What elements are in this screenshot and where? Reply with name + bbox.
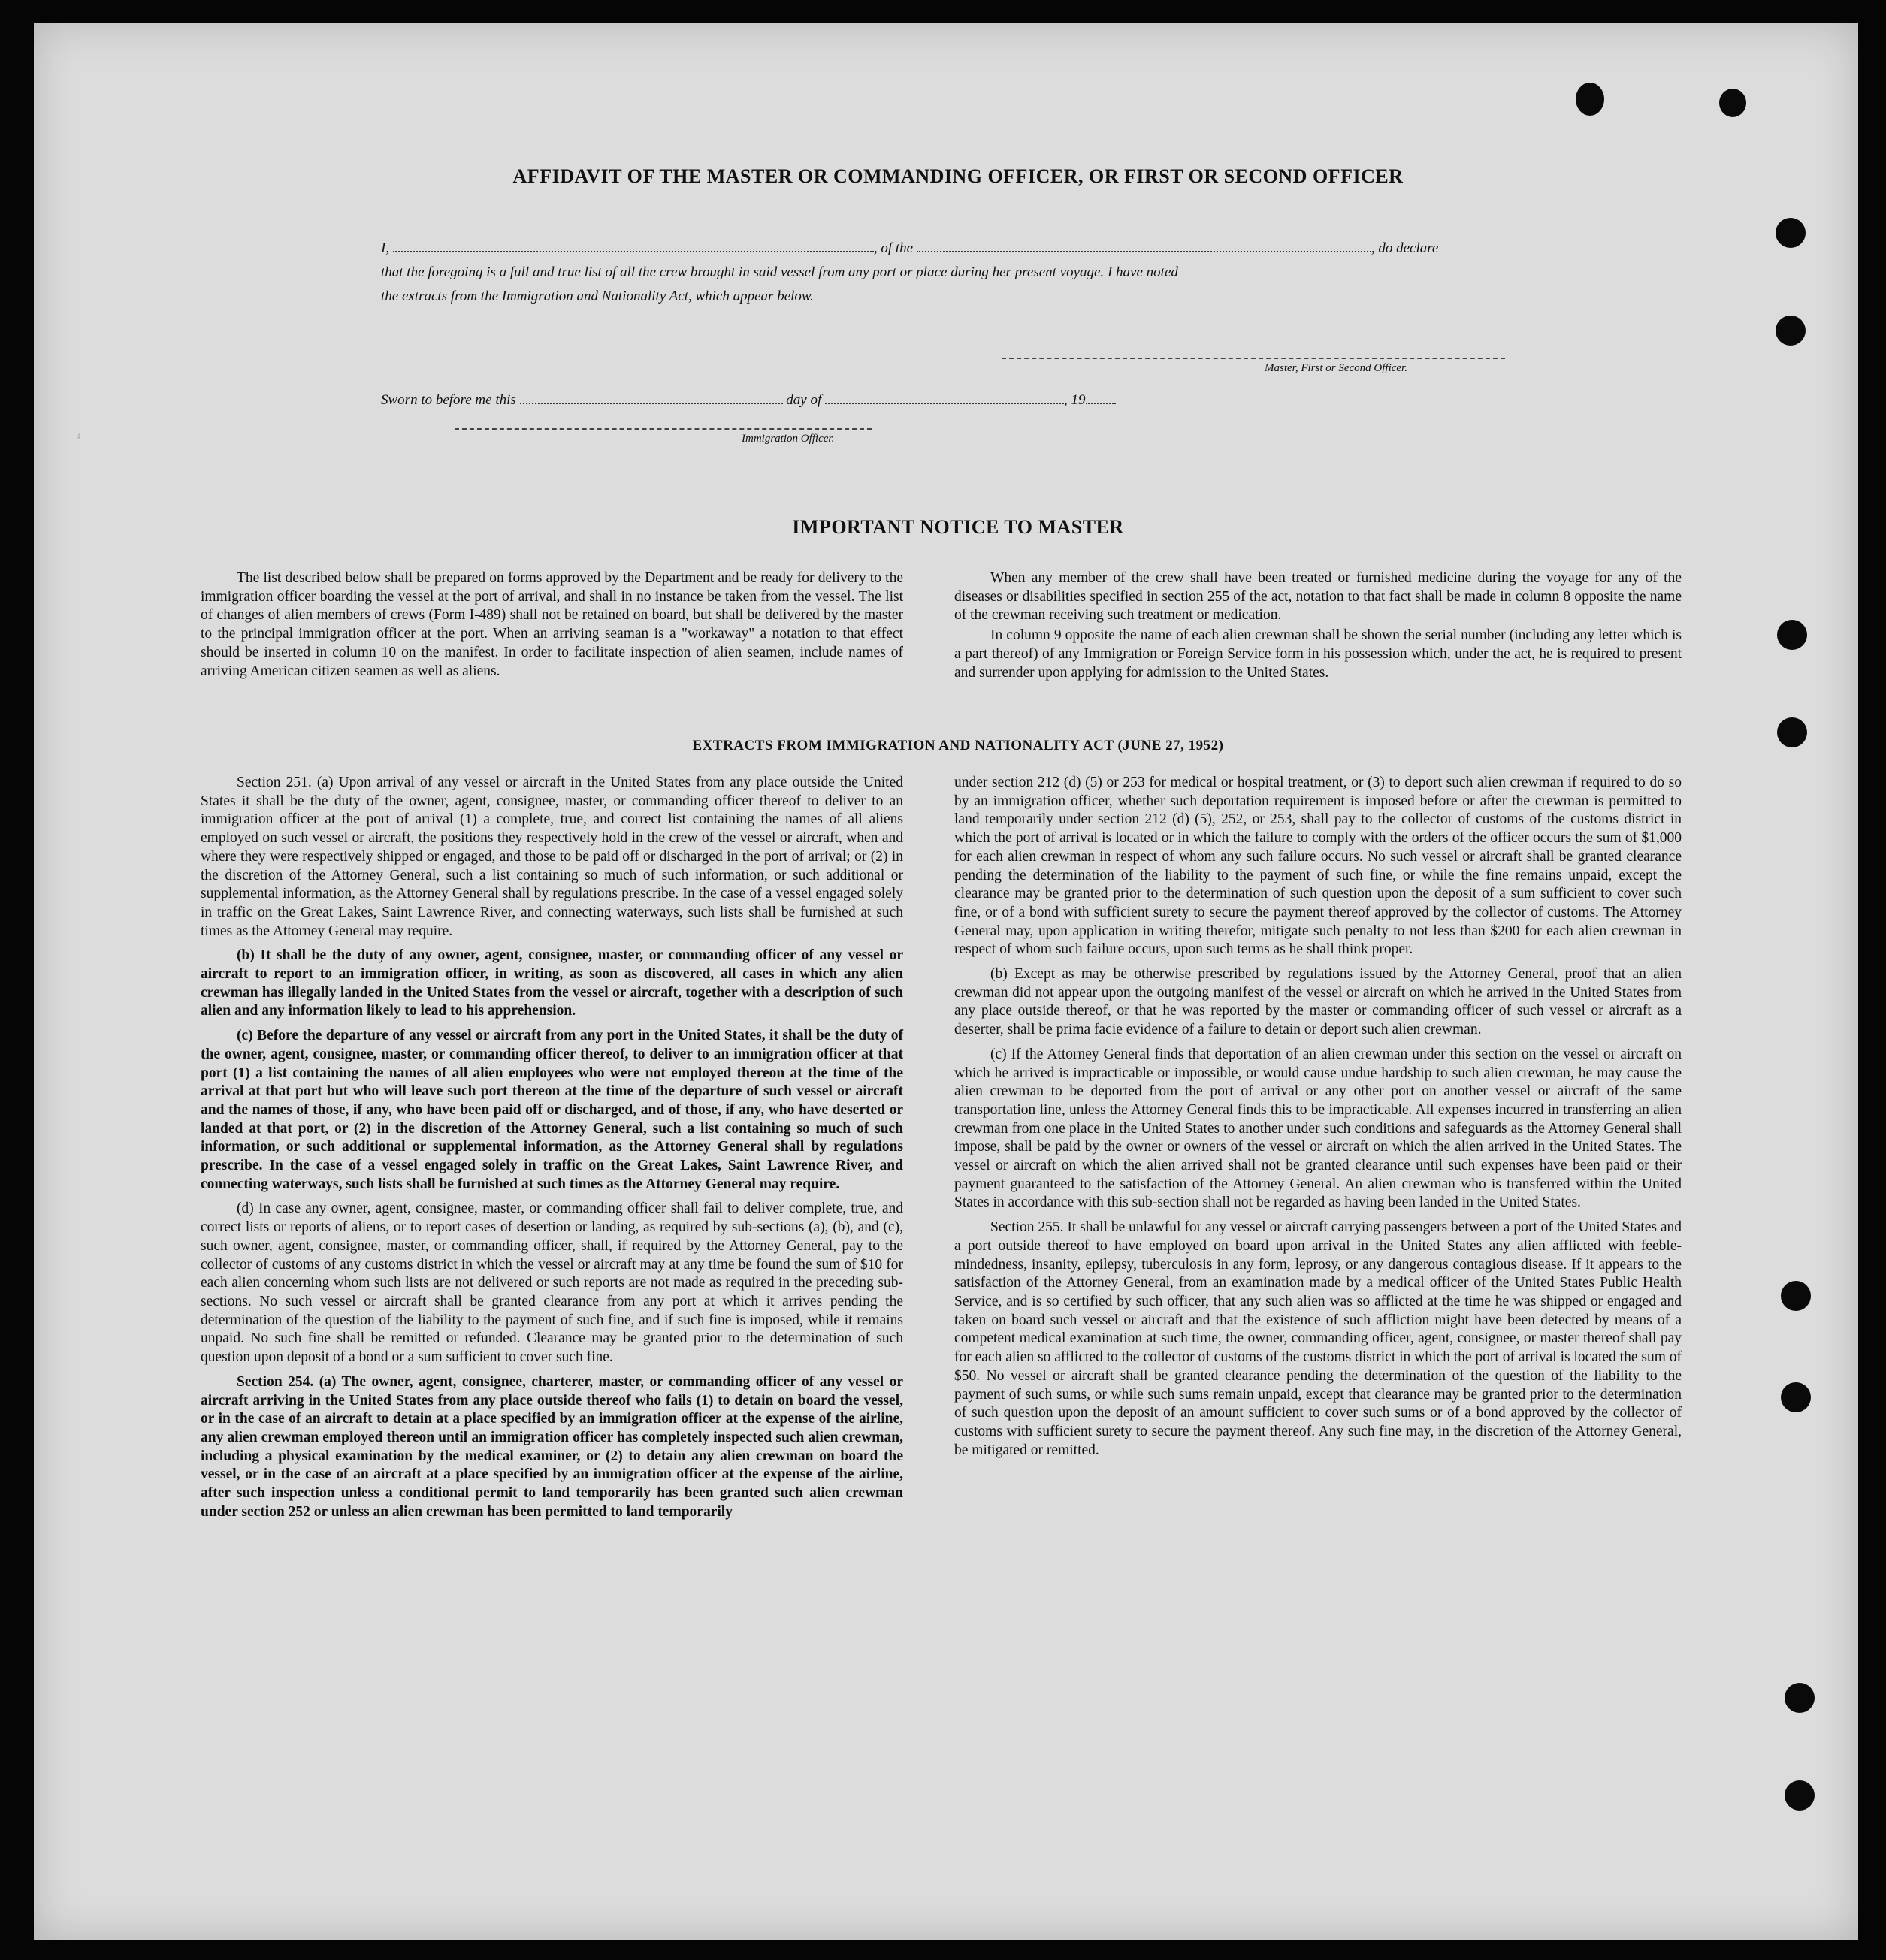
master-signature-line[interactable]	[1002, 358, 1505, 359]
section-254-a: Section 254. (a) The owner, agent, consignee, charterer, master, or commanding officer of any vessel or aircraft arriving in the United States from any place outside thereof who fails (1) to detain on board the vessel, or in the case of an aircraft to detain at a place specified by an immigration officer at the expense of the airline, any alien crewman employed thereon until an immigration officer has completely inspected such alien crewman, including a physical examination by the medical examiner, or (2) to detain any alien crewman on board the vessel, or in the case of an aircraft at a place specified by an immigration officer at the expense of the airline, after such inspection unless a conditional permit to land temporarily has been granted such alien crewman under section 252 or unless an alien crewman has been permitted to land temporarily	[201, 1373, 903, 1520]
punch-hole	[1781, 1382, 1811, 1412]
section-255: Section 255. It shall be unlawful for any vessel or aircraft carrying passengers between a port of the United States and a port outside thereof to have employed on board upon arrival in the United States any alien afflicted with feeble-mindedness, insanity, epilepsy, tuberculosis in any form, leprosy, or any dangerous contagious disease. If it appears to the satisfaction of the Attorney General, from an examination made by a medical officer of the United States Public Health Service, and is so certified by such officer, that any such alien was so afflicted at the time he was shipped or engaged and taken on board such vessel or aircraft and that the existence of such affliction might have been detected by means of a competent medical examination at such time, the owner, commanding officer, agent, consignee, or master thereof shall pay for each alien so afflicted to the collector of customs of the customs district in which the port of arrival is located the sum of $50. No vessel or aircraft shall be granted clearance pending the determination of the question of the liability to the payment of such sums, or while such sums remain unpaid, except that clearance may be granted prior to the determination of such question upon the deposit of an amount sufficient to cover such sums or of a bond approved by the collector of customs with sufficient surety to secure the payment thereof. Any such fine may, in the discretion of the Attorney General, be mitigated or remitted.	[954, 1219, 1682, 1458]
section-251-c: (c) Before the departure of any vessel or aircraft from any port in the United States, it shall be the duty of the owner, agent, consignee, master, or commanding officer thereof, to deliver to an immigration officer at that port (1) a list containing the names of all alien employees who were not employed thereon at the time of the arrival at that port but who will leave such port thereon at the time of the departure of such vessel or aircraft and the names of those, if any, who have been paid off or discharged, and of those, if any, who have deserted or landed at that port, or (2) in the discretion of the Attorney General, such a list containing so much of such information, or such additional or supplemental information, as the Attorney General shall by regulations prescribe. In the case of a vessel engaged solely in traffic on the Great Lakes, Saint Lawrence River, and connecting waterways, such lists shall be furnished at such times as the Attorney General may require.	[201, 1028, 903, 1192]
name-blank[interactable]	[393, 237, 874, 252]
sworn-day-blank[interactable]	[520, 389, 783, 404]
document-page	[34, 23, 1858, 1940]
sworn-year-blank[interactable]	[1086, 389, 1116, 404]
notice-right-column	[954, 569, 1682, 682]
officer-signature-line[interactable]	[455, 428, 872, 430]
punch-hole	[1777, 620, 1807, 650]
section-251-a: Section 251. (a) Upon arrival of any vessel or aircraft in the United States from any place outside the United States it shall be the duty of the owner, agent, consignee, master, or commanding officer thereof to deliver to an immigration officer at the port of arrival (1) a complete, true, and correct list containing the names of all aliens employed on such vessel or aircraft, the positions they respectively hold in the crew of the vessel or aircraft, when and where they were respectively shipped or engaged, and those to be paid off or discharged in the port of arrival; or (2) in the discretion of the Attorney General, such a list containing so much of such information, or such additional or supplemental information, as the Attorney General shall by regulations prescribe. In the case of a vessel engaged solely in traffic on the Great Lakes, Saint Lawrence River, and connecting waterways, such lists shall be furnished at such times as the Attorney General may require.	[201, 775, 903, 939]
extracts-right-column	[954, 774, 1682, 1460]
notice-right-paragraph-1: When any member of the crew shall have been treated or furnished medicine during the voyage for any of the diseases or disabilities specified in section 255 of the act, notation to that fact shall be made in column 8 opposite the name of the crewman receiving such treatment or medication.	[954, 570, 1682, 624]
affidavit-title: AFFIDAVIT OF THE MASTER OR COMMANDING OFFICER, OR FIRST OR SECOND OFFICER	[512, 165, 1404, 187]
section-254-a-continued: under section 212 (d) (5) or 253 for medical or hospital treatment, or (3) to deport such alien crewman if required to do so by an immigration officer, whether such deportation requirement is imposed before or after the crewman is permitted to land temporarily under section 212 (d) (5), 252, or 253, shall pay to the collector of customs of the customs district in which the port of arrival is located or in which the failure to comply with the orders of the officer occurs the sum of $1,000 for each alien crewman in respect of whom any such failure occurs. No such vessel or aircraft shall be granted clearance pending the determination of the liability to the payment of such fine, or while the fine remains unpaid, except the clearance may be granted prior to the determination of such question upon the deposit of a sum sufficient to cover such fine, or of a bond with sufficient surety to secure the payment thereof approved by the collector of customs. The Attorney General may, upon application in writing therefor, mitigate such penalty to not less than $200 for each alien crewman in respect of whom such failure occurs, upon such terms as he shall think proper.	[954, 775, 1682, 958]
sworn-month-blank[interactable]	[825, 389, 1064, 404]
extracts-title: EXTRACTS FROM IMMIGRATION AND NATIONALITY ACT (JUNE 27, 1952)	[692, 738, 1224, 753]
section-254-b: (b) Except as may be otherwise prescribed by regulations issued by the Attorney General, proof that an alien crewman did not appear upon the outgoing manifest of the vessel or aircraft on which he arrived in the United States from any place outside thereof, or that he was reported by the master or commanding officer of such vessel or aircraft as a deserter, shall be prima facie evidence of a failure to detain or deport such alien crewman.	[954, 966, 1682, 1038]
bleed-through-text: ʻ	[71, 432, 87, 461]
punch-hole	[1776, 218, 1806, 248]
punch-hole	[1776, 316, 1806, 346]
declaration-line-3: the extracts from the Immigration and Nationality Act, which appear below.	[381, 288, 814, 304]
declaration-line-2: that the foregoing is a full and true list of all the crew brought in said vessel from any port or place during her present voyage. I have noted	[381, 264, 1178, 280]
punch-hole	[1785, 1780, 1815, 1811]
punch-hole	[1777, 717, 1807, 747]
section-254-c: (c) If the Attorney General finds that deportation of an alien crewman under this section on the vessel or aircraft on which he arrived is impracticable or impossible, or would cause undue hardship to such alien crewman, he may cause the alien crewman to be deported from the port of arrival or any other port on another vessel or aircraft of the same transportation line, unless the Attorney General finds this to be impracticable. All expenses incurred in transferring an alien crewman from one place in the United States to another under such conditions and safeguards as the Attorney General shall impose, shall be paid by the owner or owners of the vessel or aircraft on which the alien arrived in the United States. The vessel or aircraft on which the alien arrived shall not be granted clearance until such expenses have been paid or their payment guaranteed to the satisfaction of the Attorney General. An alien crewman who is transferred within the United States in accordance with this sub-section shall not be regarded as having been landed in the United States.	[954, 1046, 1682, 1211]
punch-hole	[1781, 1281, 1811, 1311]
declaration-line-1: I, , of the , do declare	[381, 237, 1538, 261]
punch-hole	[1576, 83, 1604, 116]
notice-left-paragraph: The list described below shall be prepared on forms approved by the Department and be ready for delivery to the immigration officer boarding the vessel at the port of arrival, and shall in no instance be taken from the vessel. The list of changes of alien members of crews (Form I-489) shall not be retained on board, but shall be delivered by the master to the principal immigration officer at the port. When an arriving seaman is a "workaway" a notation to that effect should be inserted in column 10 on the manifest. In order to facilitate inspection of alien seamen, include names of arriving American citizen seamen as well as aliens.	[201, 570, 903, 679]
notice-right-paragraph-2: In column 9 opposite the name of each alien crewman shall be shown the serial number (including any letter which is a part thereof) of any Immigration or Foreign Service form in his possession which, under the act, he is required to present and surrender upon applying for admission to the United States.	[954, 627, 1682, 681]
punch-hole	[1719, 89, 1746, 117]
sworn-line: Sworn to before me this day of , 19	[381, 388, 1538, 412]
master-signature-label: Master, First or Second Officer.	[1265, 362, 1407, 374]
declaration-text	[381, 237, 1538, 309]
extracts-left-column	[201, 774, 903, 1521]
officer-signature-label: Immigration Officer.	[742, 433, 835, 445]
section-251-b: (b) It shall be the duty of any owner, agent, consignee, master, or commanding officer of any vessel or aircraft to report to an immigration officer, in writing, as soon as discovered, all cases in which any alien crewman has illegally landed in the United States from the vessel or aircraft, together with a description of such alien and any information likely to lead to his apprehension.	[201, 947, 903, 1019]
notice-title: IMPORTANT NOTICE TO MASTER	[792, 516, 1124, 538]
section-251-d: (d) In case any owner, agent, consignee, master, or commanding officer shall fail to deliver complete, true, and correct lists or reports of aliens, or to report cases of desertion or landing, as required by sub-sections (a), (b), and (c), such owner, agent, consignee, master, or commanding officer, shall, if required by the Attorney General, pay to the collector of customs of any customs district in which the vessel or aircraft may at any time be found the sum of $10 for each alien concerning whom such lists are not delivered or such reports are not made as required in the preceding sub-sections. No such vessel or aircraft shall be granted clearance from any port at which it arrives pending the determination of the question of the liability to the payment of such fine, and if such fine is imposed, while it remains unpaid. No such fine shall be remitted or refunded. Clearance may be granted prior to the determination of such question upon deposit of a bond or a sum sufficient to cover such fine.	[201, 1200, 903, 1366]
vessel-blank[interactable]	[917, 237, 1371, 252]
punch-hole	[1785, 1683, 1815, 1713]
notice-left-column	[201, 569, 903, 681]
